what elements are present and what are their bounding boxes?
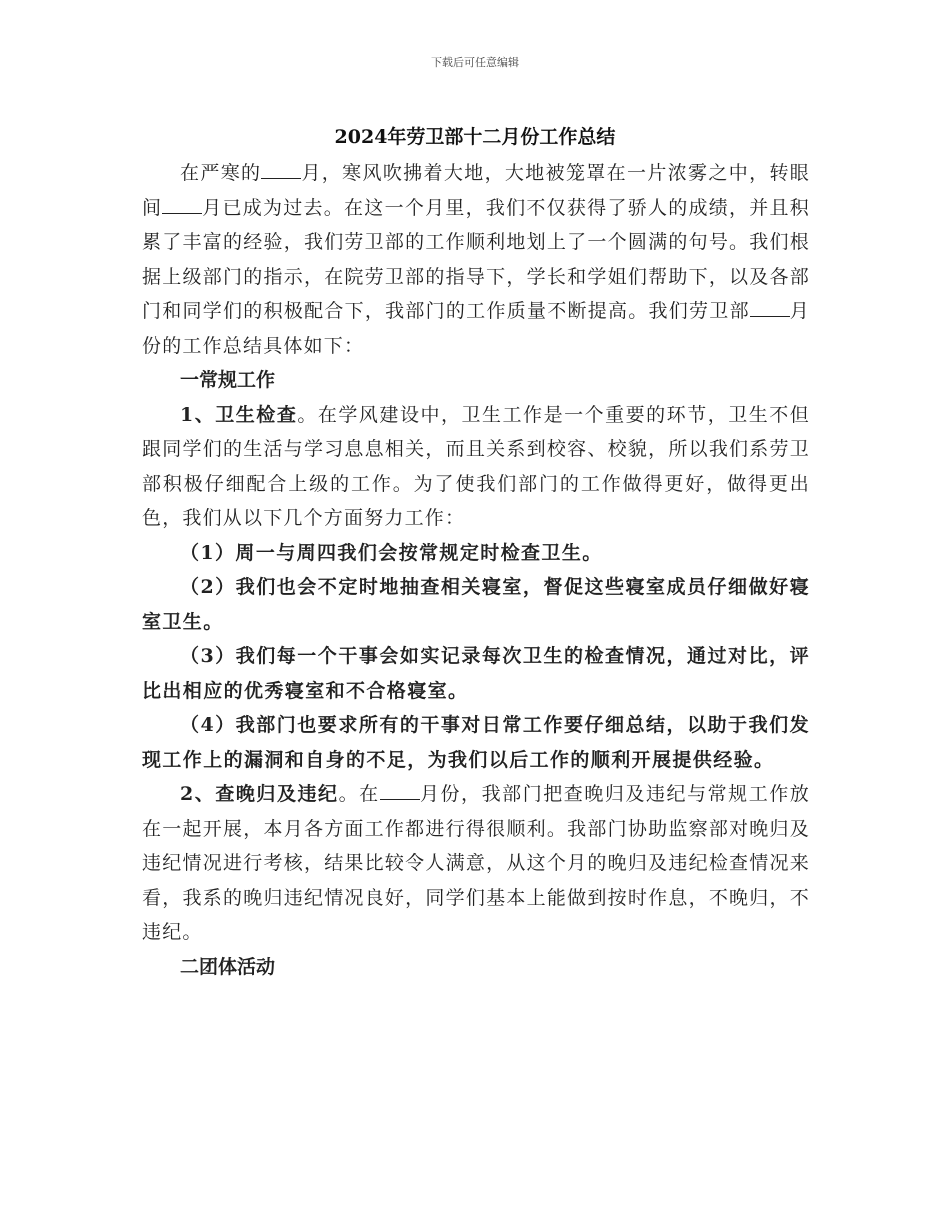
- blank-underline: [162, 194, 202, 213]
- sub-item-3: （3）我们每一个干事会如实记录每次卫生的检查情况，通过对比，评比出相应的优秀寝室和不合格寝室。: [142, 645, 810, 702]
- intro-text-2: 月，寒风吹拂着大地，大地被笼罩在一片浓雾之中，转眼间: [142, 162, 810, 219]
- item-late-return-lead: 2、查晚归及违纪: [180, 783, 339, 805]
- sub-item-4: （4）我部门也要求所有的干事对日常工作要仔细总结，以助于我们发现工作上的漏洞和自身的不足，为我们以后工作的顺利开展提供经验。: [142, 714, 810, 771]
- section-heading-routine-work: 一常规工作: [180, 369, 276, 391]
- item-late-return-check: [142, 777, 810, 950]
- intro-paragraph: [142, 156, 810, 363]
- blank-underline: [261, 160, 301, 179]
- item-hygiene-lead: 1、卫生检查: [180, 403, 298, 426]
- item-late-return-text-1: 。在: [338, 783, 380, 805]
- sub-item-1: （1）周一与周四我们会按常规定时检查卫生。: [180, 541, 603, 564]
- item-late-return-text-2: 月份，我部门把查晚归及违纪与常规工作放在一起开展，本月各方面工作都进行得很顺利。我部门协助监察部对晚归及违纪情况进行考核，结果比较令人满意，从这个月的晚归及违纪检查情况来看，我系的晚归违纪情况良好，同学们基本上能做到按时作息，不晚归，不违纪。: [142, 783, 811, 943]
- sub-item-2: （2）我们也会不定时地抽查相关寝室，督促这些寝室成员仔细做好寝室卫生。: [142, 576, 810, 633]
- blank-underline: [750, 298, 790, 317]
- intro-text-4: 月份的工作总结具体如下：: [142, 300, 810, 357]
- item-hygiene-text: 。在学风建设中，卫生工作是一个重要的环节，卫生不但跟同学们的生活与学习息息相关，而且关系到校容、校貌，所以我们系劳卫部积极仔细配合上级的工作。为了使我们部门的工作做得更好，做得更出色，我们从以下几个方面努力工作：: [142, 403, 810, 529]
- section-heading-group-activities: 二团体活动: [180, 955, 276, 978]
- document-title: 2024年劳卫部十二月份工作总结: [334, 126, 616, 148]
- item-hygiene-inspection: [142, 398, 810, 536]
- blank-underline: [380, 781, 420, 800]
- header-note: 下载后可任意编辑: [431, 56, 519, 69]
- document-body: [142, 156, 810, 984]
- intro-text-1: 在严寒的: [180, 162, 262, 184]
- intro-text-3: 月已成为过去。在这一个月里，我们不仅获得了骄人的成绩，并且积累了丰富的经验，我们劳卫部的工作顺利地划上了一个圆满的句号。我们根据上级部门的指示，在院劳卫部的指导下，学长和学姐们帮助下，以及各部门和同学们的积极配合下，我部门的工作质量不断提高。我们劳卫部: [142, 196, 810, 322]
